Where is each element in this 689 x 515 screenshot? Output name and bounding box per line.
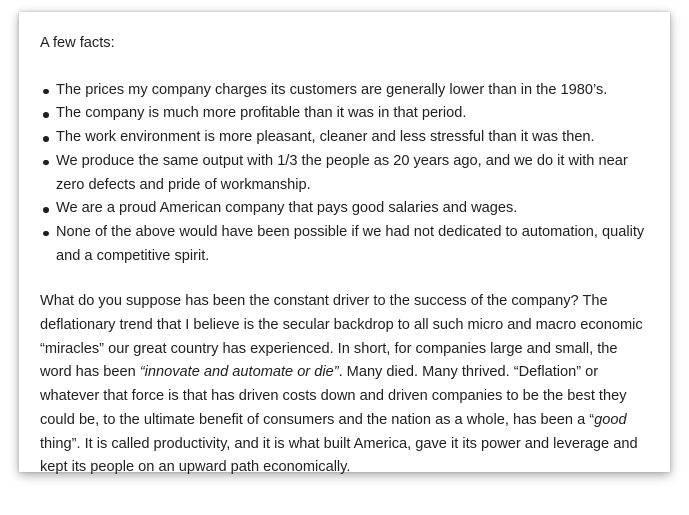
bullet-icon — [43, 231, 49, 237]
facts-list — [40, 79, 648, 269]
bullet-icon — [43, 207, 49, 213]
fact-text: The company is much more profitable than it was in that period. — [56, 105, 467, 122]
fact-item — [40, 221, 648, 268]
paragraph-text: What do you suppose has been the constant driver to the success of the company? The deflationary trend that I believe is the secular backdrop to all such micro and macro economic “miracles” our great country has experienced. In short, for companies large and small, the word has been — [40, 293, 643, 381]
fact-text: The work environment is more pleasant, cleaner and less stressful than it was then. — [56, 129, 595, 146]
fact-text: We are a proud American company that pays good salaries and wages. — [56, 200, 518, 217]
document-card — [19, 12, 670, 476]
paragraph-text: . Many died. Many thrived. “Deflation” or whatever that force is that has driven costs down and driven companies to be the best they could be, to the ultimate benefit of consumers and the nation as a whole, has been a “ — [40, 364, 627, 428]
bullet-icon — [43, 160, 49, 166]
document-content — [40, 32, 648, 480]
bullet-icon — [43, 136, 49, 142]
fact-item — [40, 102, 648, 126]
paragraph-text: thing”. It is called productivity, and it is what built America, gave it its power and leverage and kept its people on an upward path economically. — [40, 435, 638, 476]
paragraph-italic-word: good — [594, 411, 627, 428]
fact-item — [40, 197, 648, 221]
fact-item — [40, 126, 648, 150]
bullet-icon — [43, 89, 49, 95]
fact-item — [40, 79, 648, 103]
intro-text: A few facts: — [40, 35, 115, 51]
fact-text: None of the above would have been possible if we had not dedicated to automation, quality and a competitive spirit. — [56, 223, 645, 264]
fact-text: We produce the same output with 1/3 the people as 20 years ago, and we do it with near zero defects and pride of workmanship. — [56, 152, 628, 193]
bullet-icon — [43, 112, 49, 118]
body-paragraph — [40, 290, 648, 480]
paragraph-italic-phrase: “innovate and automate or die” — [139, 364, 339, 381]
fact-text: The prices my company charges its customers are generally lower than in the 1980’s. — [56, 81, 608, 98]
fact-item — [40, 150, 648, 197]
